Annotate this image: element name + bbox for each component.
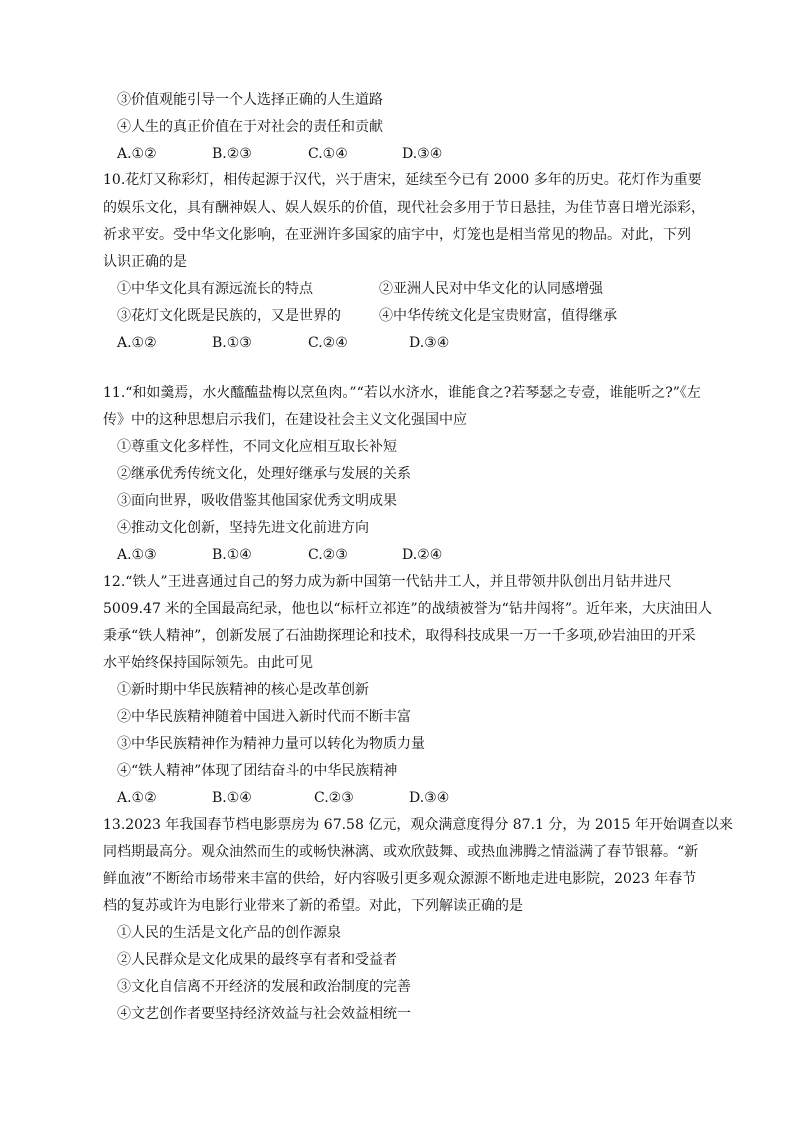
q10-stem-line-1: 10.花灯又称彩灯，相传起源于汉代，兴于唐宋，延续至今已有 2000 多年的历史。花灯作为重要 — [103, 172, 702, 188]
q10-statement-1: ①中华文化具有源远流长的特点 — [117, 281, 313, 297]
q13-stem-line-1: 13.2023 年我国春节档电影票房为 67.58 亿元，观众满意度得分 87.1 分，为 2015 年开始调查以来 — [103, 817, 733, 833]
choice-b: B.①④ — [212, 790, 252, 806]
q12-stem-line-1: 12.“铁人”王进喜通过自己的努力成为新中国第一代钻井工人，并且带领井队创出月钻井进尺 — [103, 574, 672, 590]
q13-stem-line-3: 鲜血液”不断给市场带来丰富的供给，好内容吸引更多观众源源不断地走进电影院，2023 年春节 — [103, 871, 697, 887]
q12-stem-line-2: 5009.47 米的全国最高纪录，他也以“标杆立祁连”的战绩被誉为“钻井闯将”。近年来，大庆油田人 — [103, 601, 712, 617]
choice-c: C.②③ — [314, 790, 354, 806]
q13-statement-4: ④文艺创作者要坚持经济效益与社会效益相统一 — [117, 1006, 411, 1022]
q12-statement-1: ①新时期中华民族精神的核心是改革创新 — [117, 682, 369, 698]
choice-c: C.②④ — [308, 335, 348, 351]
choice-c: C.①④ — [308, 146, 348, 162]
choice-d: D.②④ — [402, 547, 443, 563]
q11-statement-2: ②继承优秀传统文化，处理好继承与发展的关系 — [117, 466, 411, 482]
q13-statement-2: ②人民群众是文化成果的最终享有者和受益者 — [117, 952, 397, 968]
prev-statement-3: ③价值观能引导一个人选择正确的人生道路 — [117, 92, 383, 108]
q13-statement-1: ①人民的生活是文化产品的创作源泉 — [117, 925, 341, 941]
choice-d: D.③④ — [409, 790, 450, 806]
choice-b: B.①④ — [212, 547, 252, 563]
choice-c: C.②③ — [308, 547, 348, 563]
choice-a: A.①② — [117, 790, 157, 806]
prev-statement-4: ④人生的真正价值在于对社会的责任和贡献 — [117, 119, 383, 135]
choice-a: A.①② — [117, 335, 157, 351]
q13-stem-line-4: 档的复苏或许为电影行业带来了新的希望。对此，下列解读正确的是 — [103, 898, 523, 914]
q10-statement-2: ②亚洲人民对中华文化的认同感增强 — [379, 281, 603, 297]
q12-statement-4: ④“铁人精神”体现了团结奋斗的中华民族精神 — [117, 763, 398, 779]
q12-statement-2: ②中华民族精神随着中国进入新时代而不断丰富 — [117, 709, 411, 725]
q11-statement-3: ③面向世界，吸收借鉴其他国家优秀文明成果 — [117, 493, 397, 509]
q10-statement-4: ④中华传统文化是宝贵财富，值得继承 — [379, 308, 617, 324]
q12-statement-3: ③中华民族精神作为精神力量可以转化为物质力量 — [117, 736, 425, 752]
q10-stem-line-4: 认识正确的是 — [103, 254, 187, 270]
q12-stem-line-3: 秉承“铁人精神”，创新发展了石油勘探理论和技术，取得科技成果一万一千多项,砂岩油田的开采 — [103, 628, 696, 644]
choice-a: A.①③ — [117, 547, 157, 563]
q10-stem-line-2: 的娱乐文化，具有酬神娱人、娱人娱乐的价值，现代社会多用于节日悬挂，为佳节喜日增光添彩， — [103, 200, 705, 216]
q10-statement-3: ③花灯文化既是民族的，又是世界的 — [117, 308, 341, 324]
choice-d: D.③④ — [409, 335, 450, 351]
q12-stem-line-4: 水平始终保持国际领先。由此可见 — [103, 655, 313, 671]
choice-d: D.③④ — [402, 146, 443, 162]
q13-statement-3: ③文化自信离不开经济的发展和政治制度的完善 — [117, 979, 411, 995]
q11-stem-line-1: 11.“和如羹焉，水火醯醢盐梅以烹鱼肉。”“若以水济水，谁能食之?若琴瑟之专壹，谁能听之?”《左 — [103, 385, 701, 401]
q10-stem-line-3: 祈求平安。受中华文化影响，在亚洲许多国家的庙宇中，灯笼也是相当常见的物品。对此，下列 — [103, 227, 691, 243]
q11-statement-4: ④推动文化创新，坚持先进文化前进方向 — [117, 520, 369, 536]
q13-stem-line-2: 同档期最高分。观众油然而生的或畅快淋漓、或欢欣鼓舞、或热血沸腾之情溢满了春节银幕。“新 — [103, 844, 699, 860]
choice-b: B.①③ — [212, 335, 252, 351]
choice-a: A.①② — [117, 146, 157, 162]
q11-stem-line-2: 传》中的这种思想启示我们，在建设社会主义文化强国中应 — [103, 412, 467, 428]
choice-b: B.②③ — [212, 146, 252, 162]
q11-statement-1: ①尊重文化多样性，不同文化应相互取长补短 — [117, 439, 397, 455]
